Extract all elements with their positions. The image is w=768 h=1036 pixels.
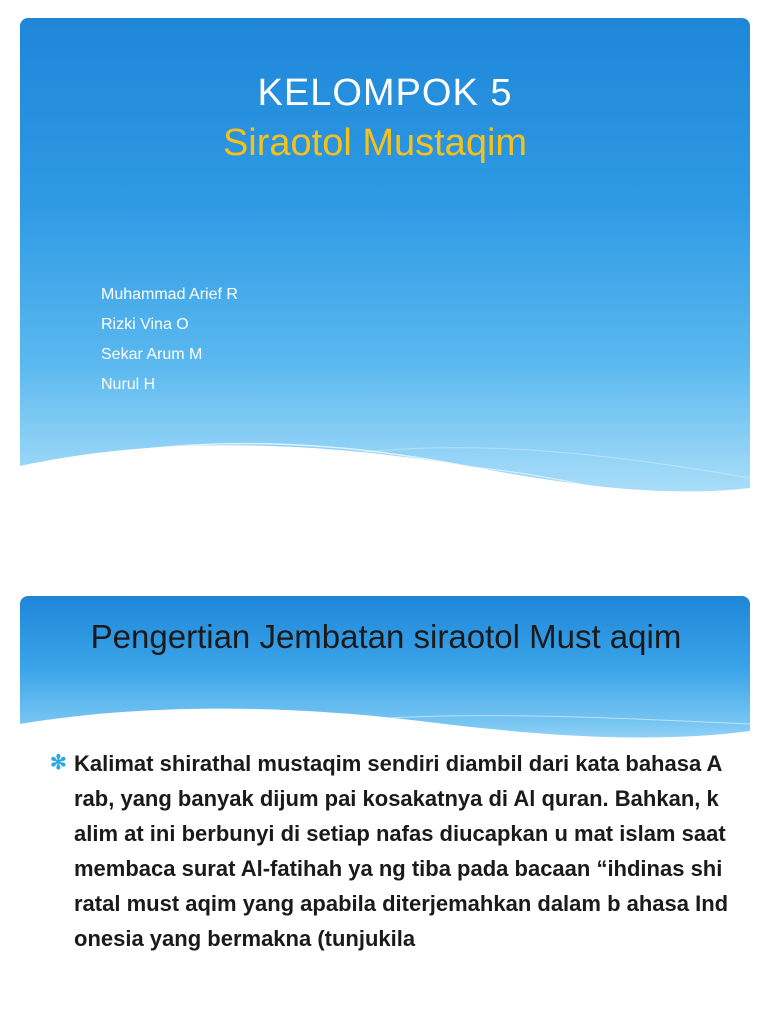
slide-title: KELOMPOK 5 <box>257 72 513 114</box>
slide-1 <box>20 18 750 548</box>
member-name: Nurul H <box>101 376 156 393</box>
member-name: Rizki Vina O <box>101 316 189 333</box>
bullet-paragraph <box>50 746 730 956</box>
member-list <box>101 280 238 400</box>
slide-subtitle: Siraotol Mustaqim <box>222 122 528 164</box>
member-name: Muhammad Arief R <box>101 286 238 303</box>
member-name: Sekar Arum M <box>101 346 203 363</box>
paragraph-text: Kalimat shirathal mustaqim sendiri diambil dari kata bahasa Arab, yang banyak dijum pai kosakatnya di Al quran. Bahkan, kalim at ini berbunyi di setiap nafas diucapkan u mat islam saat membaca surat Al-fatihah ya ng tiba pada bacaan “ihdinas shiratal must aqim yang apabila diterjemahkan dalam b ahasa Indonesia yang bermakna (tunjukila <box>74 751 729 951</box>
slide-title: Pengertian Jembatan siraotol Must aqim <box>90 618 682 655</box>
slide-2 <box>20 596 750 1036</box>
asterisk-bullet-icon: ✻ <box>50 752 67 774</box>
